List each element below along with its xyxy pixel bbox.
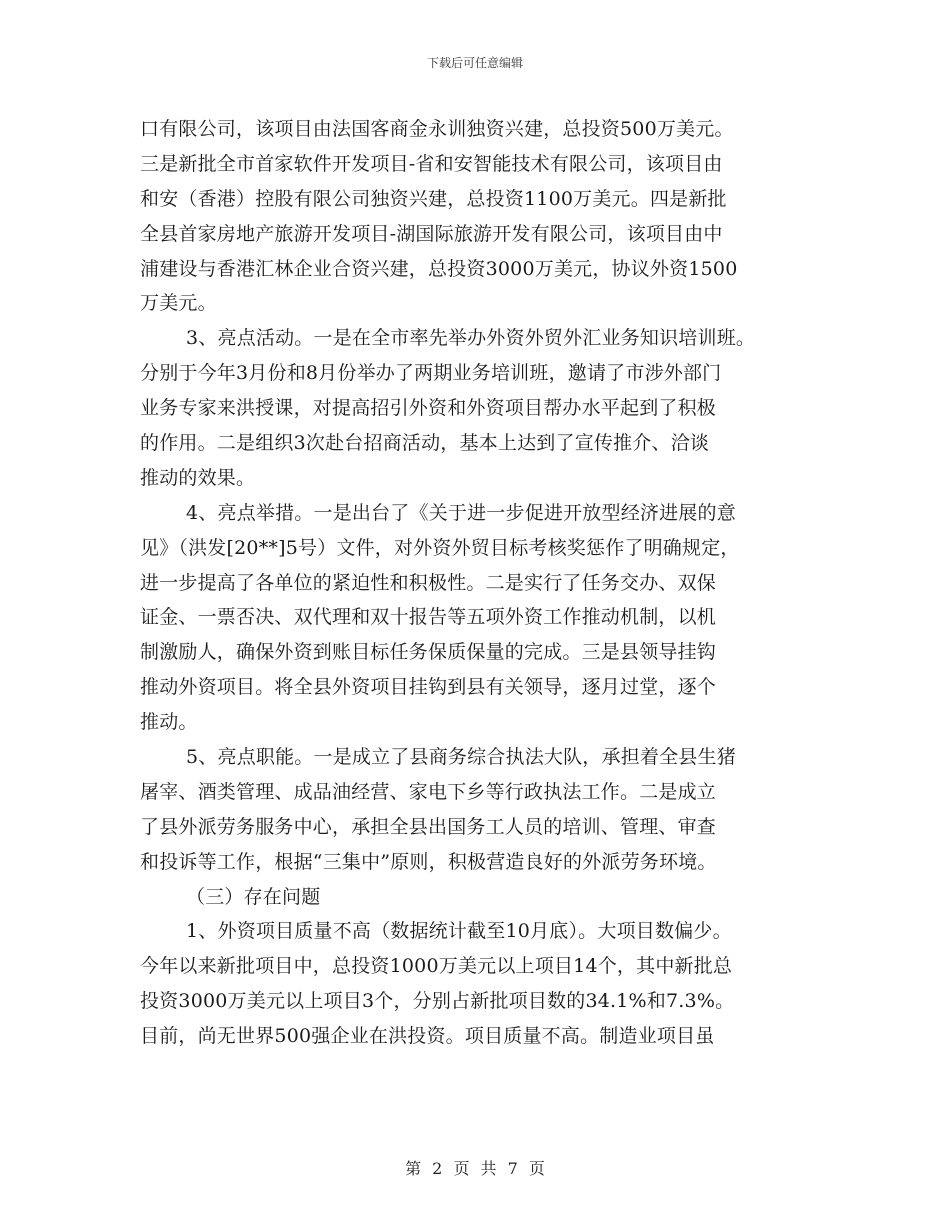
text-line: 5、亮点职能。一是成立了县商务综合执法大队，承担着全县生猪 xyxy=(186,746,736,769)
text-line: 推动的效果。 xyxy=(140,466,256,489)
text-line: 和投诉等工作，根据“三集中”原则，积极营造良好的外派劳务环境。 xyxy=(140,850,717,873)
text-line: 和安（香港）控股有限公司独资兴建，总投资1100万美元。四是新批 xyxy=(140,187,727,210)
text-line: 全县首家房地产旅游开发项目-湖国际旅游开发有限公司，该项目由中 xyxy=(140,222,723,245)
text-line: 见》（洪发[20**]5号）文件，对外资外贸目标考核奖惩作了明确规定， xyxy=(140,536,740,559)
text-line: 了县外派劳务服务中心，承担全县出国务工人员的培训、管理、审查 xyxy=(140,815,717,838)
text-line: 万美元。 xyxy=(140,292,217,315)
text-line: 屠宰、酒类管理、成品油经营、家电下乡等行政执法工作。二是成立 xyxy=(140,780,717,803)
text-line: 口有限公司，该项目由法国客商金永训独资兴建，总投资500万美元。 xyxy=(140,118,734,140)
text-line: 浦建设与香港汇林企业合资兴建，总投资3000万美元，协议外资1500 xyxy=(140,257,738,280)
text-line: 业务专家来洪授课，对提高招引外资和外资项目帮办水平起到了积极 xyxy=(140,397,717,420)
text-line: 推动。 xyxy=(140,711,198,734)
text-line: 4、亮点举措。一是出台了《关于进一步促进开放型经济进展的意 xyxy=(186,501,736,524)
text-line: 的作用。二是组织3次赴台招商活动，基本上达到了宣传推介、洽谈 xyxy=(140,432,710,455)
page-header: 下载后可任意编辑 xyxy=(426,56,523,70)
text-line: 推动外资项目。将全县外资项目挂钩到县有关领导，逐月过堂，逐个 xyxy=(140,676,717,699)
text-line: 进一步提高了各单位的紧迫性和积极性。二是实行了任务交办、双保 xyxy=(140,571,717,594)
page-number-footer: 第 2 页 共 7 页 xyxy=(405,1159,545,1178)
text-line: 分别于今年3月份和8月份举办了两期业务培训班，邀请了市涉外部门 xyxy=(140,362,722,385)
document-body xyxy=(140,112,810,1054)
text-line: 证金、一票否决、双代理和双十报告等五项外资工作推动机制，以机 xyxy=(140,606,717,629)
text-line: 今年以来新批项目中，总投资1000万美元以上项目14个，其中新批总 xyxy=(140,955,733,978)
text-line: （三）存在问题 xyxy=(186,885,321,908)
text-line: 3、亮点活动。一是在全市率先举办外资外贸外汇业务知识培训班。 xyxy=(186,327,756,350)
text-line: 目前，尚无世界500强企业在洪投资。项目质量不高。制造业项目虽 xyxy=(140,1025,715,1048)
text-line: 投资3000万美元以上项目3个，分别占新批项目数的34.1%和7.3%。 xyxy=(140,990,735,1013)
text-line: 1、外资项目质量不高（数据统计截至10月底）。大项目数偏少。 xyxy=(186,920,732,943)
text-line: 制激励人，确保外资到账目标任务保质保量的完成。三是县领导挂钩 xyxy=(140,641,717,664)
text-line: 三是新批全市首家软件开发项目-省和安智能技术有限公司，该项目由 xyxy=(140,152,723,175)
